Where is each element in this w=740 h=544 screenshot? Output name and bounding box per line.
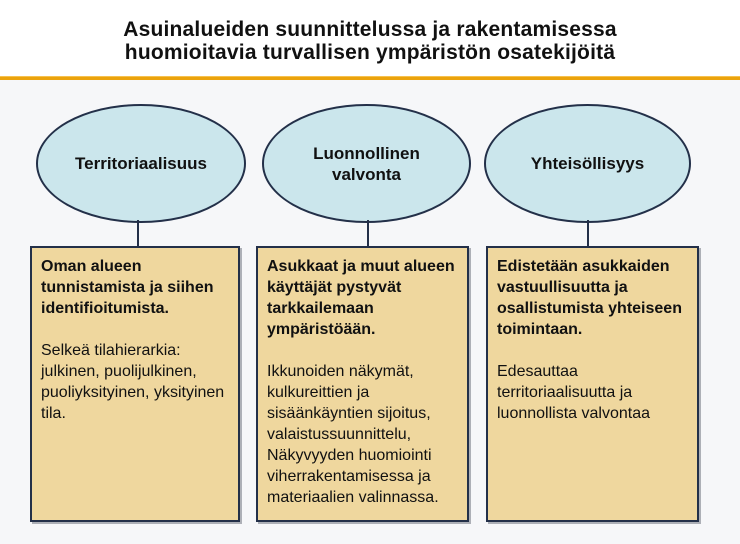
title-line-1: Asuinalueiden suunnittelussa ja rakentamisessa xyxy=(123,18,617,41)
box-heading-territoriaalisuus: Oman alueen tunnistamista ja siihen identifioitumista. xyxy=(41,258,214,317)
box-body-luonnollinen-valvonta: Ikkunoiden näkymät, kulkureittien ja sisäänkäyntien sijoitus, valaistussuunnittelu, Näkyvyyden huomiointi viherrakentamisessa ja materiaalien valinnassa. xyxy=(267,363,439,506)
connector-line-yhteisollisyys xyxy=(587,220,589,247)
box-body-yhteisollisyys: Edesauttaa territoriaalisuutta ja luonnollista valvontaa xyxy=(497,363,650,422)
connector-line-territoriaalisuus xyxy=(137,220,139,247)
ellipse-label-luonnollinen-valvonta: Luonnollinen valvonta xyxy=(313,143,420,184)
factor-box-luonnollinen-valvonta xyxy=(256,246,469,522)
factor-box-territoriaalisuus xyxy=(30,246,240,522)
box-body-territoriaalisuus: Selkeä tilahierarkia: julkinen, puolijulkinen, puoliyksityinen, yksityinen tila. xyxy=(41,342,225,422)
diagram-area xyxy=(0,80,740,544)
box-heading-yhteisollisyys: Edistetään asukkaiden vastuullisuutta ja osallistumista yhteiseen toimintaan. xyxy=(497,258,682,338)
factor-box-yhteisollisyys xyxy=(486,246,699,522)
box-heading-luonnollinen-valvonta: Asukkaat ja muut alueen käyttäjät pystyvät tarkkailemaan ympäristöään. xyxy=(267,258,455,338)
ellipse-territoriaalisuus xyxy=(36,104,246,223)
ellipse-luonnollinen-valvonta xyxy=(262,104,471,223)
ellipse-label-yhteisollisyys: Yhteisöllisyys xyxy=(530,154,645,173)
ellipse-label-territoriaalisuus: Territoriaalisuus xyxy=(75,154,207,173)
title-line-2: huomioitavia turvallisen ympäristön osatekijöitä xyxy=(124,41,616,64)
ellipse-yhteisollisyys xyxy=(484,104,691,223)
slide-title xyxy=(0,0,740,76)
connector-line-luonnollinen-valvonta xyxy=(367,220,369,247)
